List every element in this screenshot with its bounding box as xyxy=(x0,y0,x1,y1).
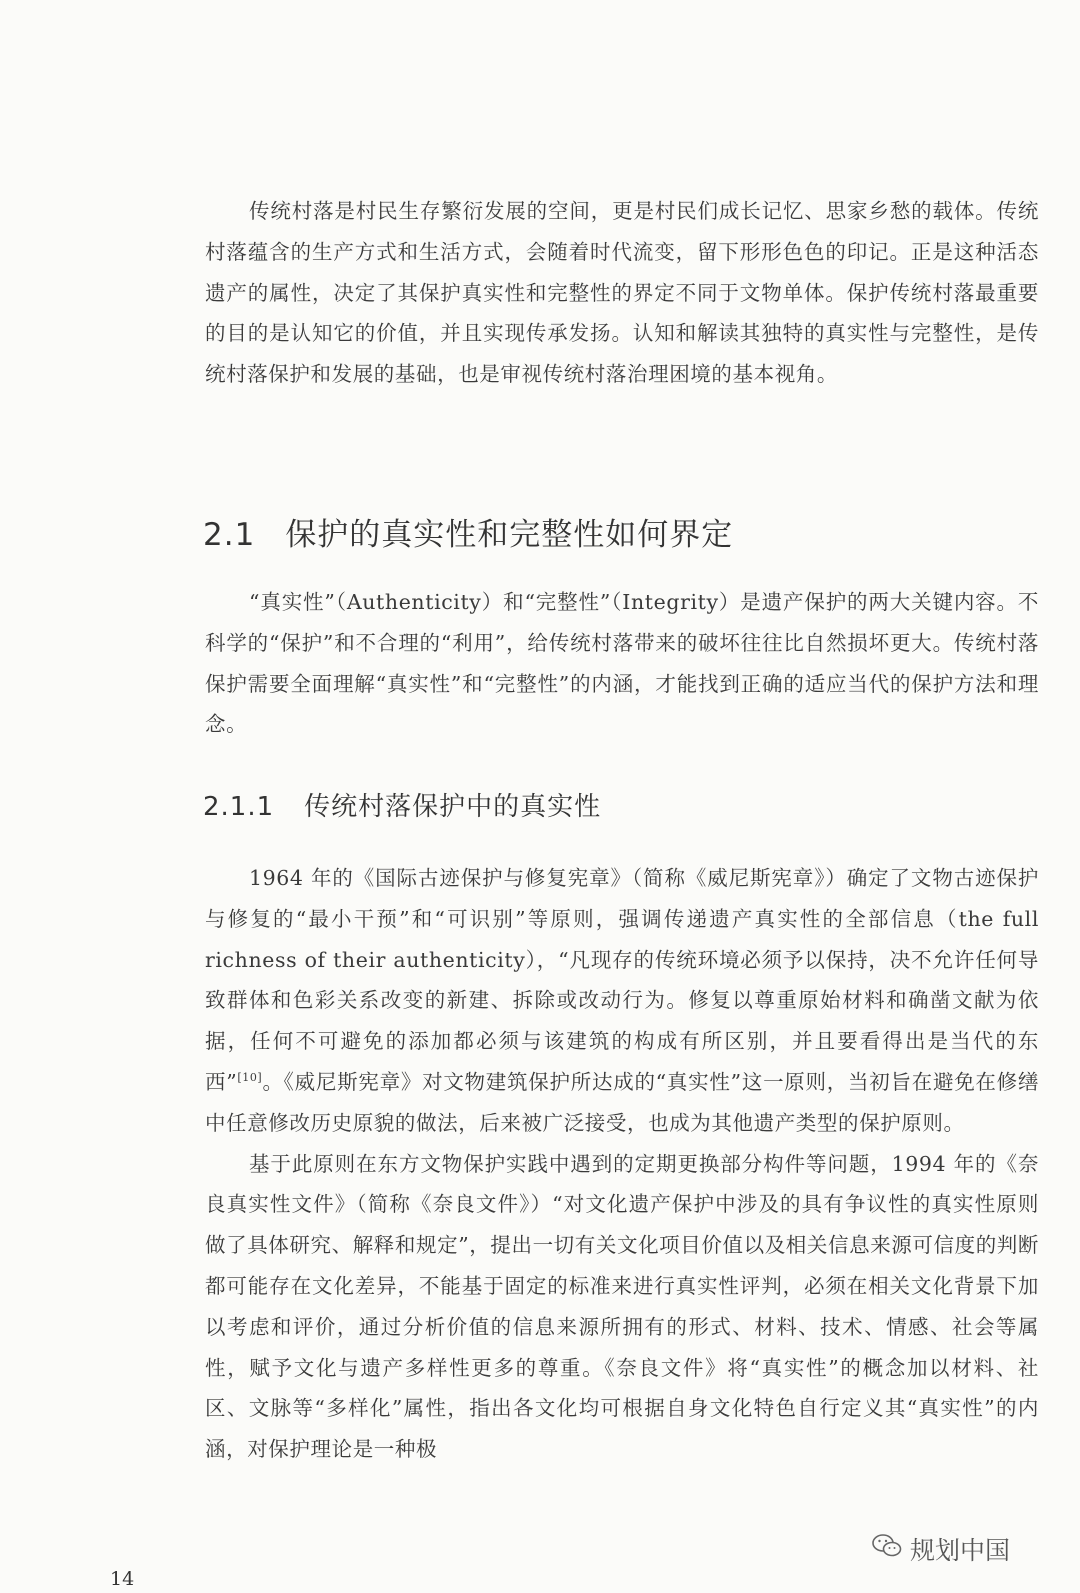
section-2-1-1-body xyxy=(205,858,1039,1470)
citation-ref: [10] xyxy=(237,1071,263,1085)
section-2-1-paragraph: “真实性”（Authenticity）和“完整性”（Integrity）是遗产保护的两大关键内容。不科学的“保护”和不合理的“利用”，给传统村落带来的破坏往往比自然损坏更大。传统村落保护需要全面理解“真实性”和“完整性”的内涵，才能找到正确的适应当代的保护方法和理念。 xyxy=(205,590,1039,737)
watermark-text: 规划中国 xyxy=(910,1536,1011,1565)
page-number: 14 xyxy=(110,1568,135,1590)
paragraph-text: 1964 年的《国际古迹保护与修复宪章》（简称《威尼斯宪章》）确定了文物古迹保护与修复的“最小干预”和“可识别”等原则，强调传递遗产真实性的全部信息（the full richness of their authenticity），“凡现存的传统环境必须予以保持，决不允许任何导致群体和色彩关系改变的新建、拆除或改动行为。修复以尊重原始材料和确凿文献为依据，任何不可避免的添加都必须与该建筑的构成有所区别，并且要看得出是当代的东西” xyxy=(205,866,1039,1094)
intro-section xyxy=(205,191,1039,395)
intro-paragraph: 传统村落是村民生存繁衍发展的空间，更是村民们成长记忆、思家乡愁的载体。传统村落蕴含的生产方式和生活方式，会随着时代流变，留下形形色色的印记。正是这种活态遗产的属性，决定了其保护真实性和完整性的界定不同于文物单体。保护传统村落最重要的目的是认知它的价值，并且实现传承发扬。认知和解读其独特的真实性与完整性，是传统村落保护和发展的基础，也是审视传统村落治理困境的基本视角。 xyxy=(205,199,1039,387)
section-heading-2-1-1 xyxy=(203,786,601,823)
section-title: 保护的真实性和完整性如何界定 xyxy=(285,517,734,553)
subsection-number: 2.1.1 xyxy=(203,792,275,822)
section-number: 2.1 xyxy=(203,517,256,553)
subsection-title: 传统村落保护中的真实性 xyxy=(304,792,602,822)
section-2-1-body xyxy=(205,582,1039,745)
section-2-1-1-paragraph-2: 基于此原则在东方文物保护实践中遇到的定期更换部分构件等问题，1994 年的《奈良真实性文件》（简称《奈良文件》）“对文化遗产保护中涉及的具有争议性的真实性原则做了具体研究、解释和规定”，提出一切有关文化项目价值以及相关信息来源可信度的判断都可能存在文化差异，不能基于固定的标准来进行真实性评判，必须在相关文化背景下加以考虑和评价，通过分析价值的信息来源所拥有的形式、材料、技术、情感、社会等属性，赋予文化与遗产多样性更多的尊重。《奈良文件》将“真实性”的概念加以材料、社区、文脉等“多样化”属性，指出各文化均可根据自身文化特色自行定义其“真实性”的内涵，对保护理论是一种极 xyxy=(205,1151,1039,1462)
section-heading-2-1 xyxy=(203,509,733,554)
paragraph-text: 。《威尼斯宪章》对文物建筑保护所达成的“真实性”这一原则，当初旨在避免在修缮中任意修改历史原貌的做法，后来被广泛接受，也成为其他遗产类型的保护原则。 xyxy=(205,1069,1039,1135)
watermark xyxy=(872,1531,1010,1567)
wechat-icon xyxy=(872,1533,902,1565)
section-2-1-1-paragraph-1 xyxy=(205,858,1039,1144)
